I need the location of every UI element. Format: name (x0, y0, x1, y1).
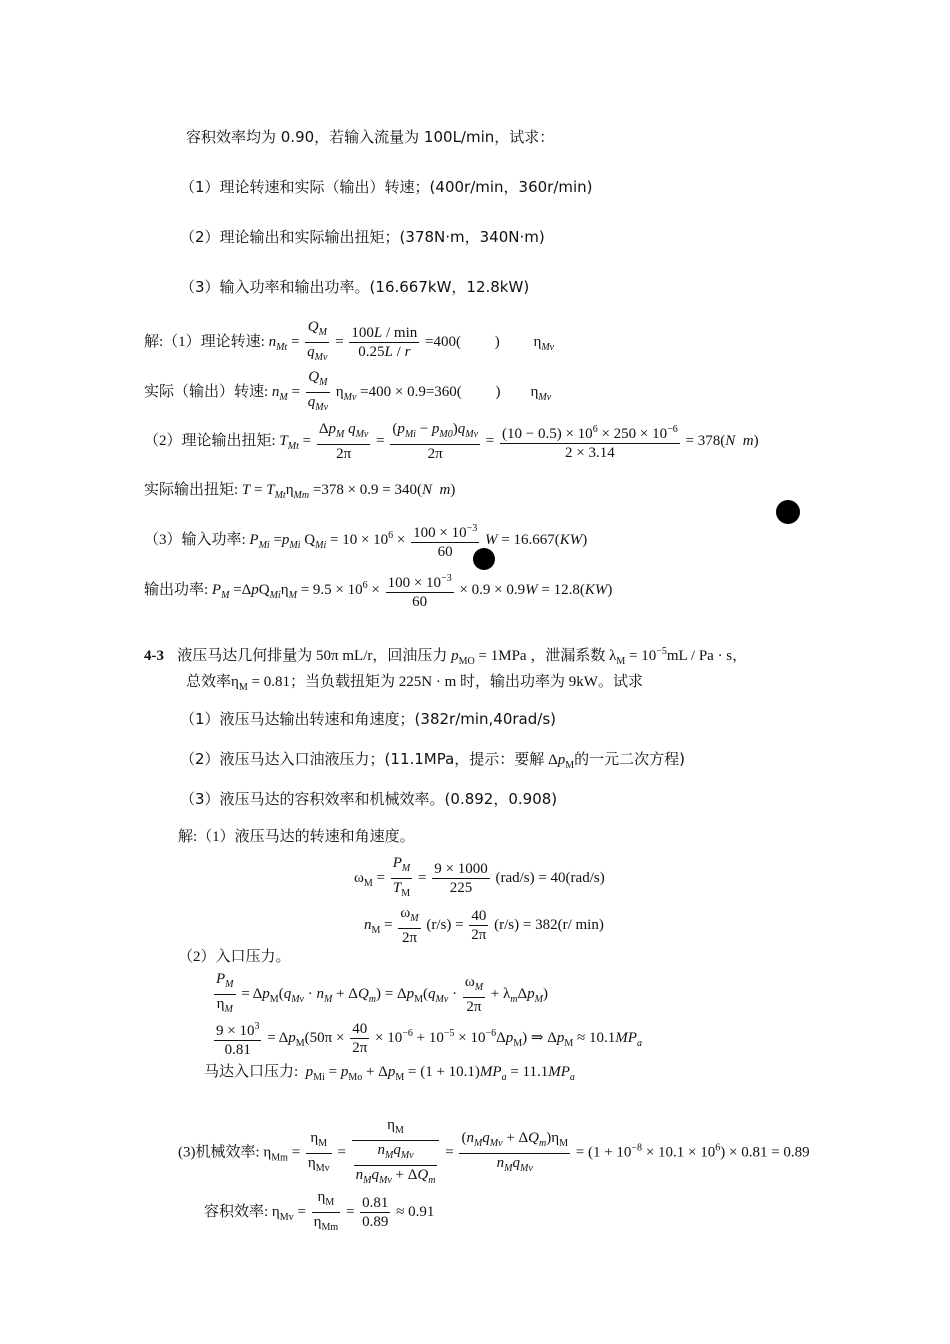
volumetric-efficiency-label: 容积效率: (204, 1203, 269, 1220)
solution-line-6: 输出功率: $P_M =\Delta pQ_{Mi}\eta_M = 9.5 \times 10^6$ × $\frac{100 \times 10^{-3}}{60}$ × 0.9 × 0.9W = 12.8(KW) (144, 570, 612, 611)
solution-line-4: 实际输出扭矩: $T = T_{Mt}\eta_{Mm} =378 \times 0.9 = 340(N$ m) (144, 482, 456, 501)
problem-question-1: （1）液压马达输出转速和角速度；(382r/min,40rad/s) (180, 710, 556, 728)
black-dot (776, 500, 800, 524)
solution-label: （2）理论输出扭矩: (144, 432, 276, 449)
problem-4-3-line-2: 总效率$\eta_M = 0.81$；当负载扭矩为 225N · m 时，输出功率为 9kW。试求 (186, 672, 643, 693)
solution-label: 实际输出扭矩: (144, 482, 239, 498)
solution-line-1: 解:（1）理论转速: $n_{Mt}$ = $\frac{Q_M}{q_{Mv}}$ = $\frac{100L / \min}{0.25L / r}$ =400( ) $\eta_{Mv}$ (144, 319, 555, 363)
problem-number: 4-3 (144, 648, 164, 664)
solution-label: 实际（输出）转速: (144, 383, 269, 400)
black-dot (473, 548, 495, 570)
pressure-equation-1: $\frac{P_M}{\eta_M}$ = $\Delta p_M(q_{Mv} \cdot n_M + \Delta Q_m) = \Delta p_M(q_{Mv}$ · $\frac{\omega_M}{2\pi}$ + $\lambda_m\Delta p_M$) (216, 971, 548, 1015)
omega-equation: $\omega_M$ = $\frac{P_M}{T_M}$ = $\frac{9 \times 1000}{225}$ (rad/s) = 40(rad/s) (354, 855, 605, 899)
pressure-equation-3: 马达入口压力: $p_{Mi} = p_{Mo} + \Delta p_M = (1 + 10.1)MP_a = 11.1MP_a$ (204, 1064, 575, 1083)
solution-line-2: 实际（输出）转速: $n_M$ = $\frac{Q_M}{q_{Mv}}$ $\eta_{Mv} =400 \times 0.9=360$( ) $\eta_{Mv}$ (144, 369, 552, 413)
speed-equation: $n_M$ = $\frac{\omega_M}{2\pi}$ (r/s) = $\frac{40}{2\pi}$ (r/s) = 382(r/ min) (364, 905, 604, 946)
mechanical-efficiency-equation: (3)机械效率: $\eta_{Mm}$ = $\frac{\eta_M}{\eta_{Mv}}$ = $\frac{\eta_M}{\frac{n_Mq_{Mv}}{n_Mq_{Mv} + \Delta Q_m}}$ = $\frac{(n_Mq_{Mv} + \Delta Q_m)\eta_M}{n_Mq_{Mv}}$ = $(1 + 10^{-8} \times 10.1 \times 10^6) \times 0.81 = 0.89$ (178, 1117, 810, 1186)
question-3: （3）输入功率和输出功率。(16.667kW，12.8kW) (180, 278, 530, 296)
solution-line-3: （2）理论输出扭矩: $T_{Mt}$ = $\frac{\Delta p_M q_{Mv}}{2\pi}$ = $\frac{(p_{Mi} - p_{M0})q_{Mv}}{2\pi}$ = $\frac{(10 - 0.5) \times 10^6 \times 250 \times 10^{-6}}{2 \times 3.14}$ = 378(N m) (144, 421, 759, 462)
intro-line-0: 容积效率均为 0.90，若输入流量为 100L/min，试求： (186, 128, 555, 146)
problem-4-3-line-1: 4-3 液压马达几何排量为 50π mL/r，回油压力 $p_{MO} = 1MPa$ ，泄漏系数 $\lambda_M = 10^{-5}mL / Pa \cdot s$， (144, 646, 748, 667)
pressure-equation-2: $\frac{9 \times 10^3}{0.81}$ = $\Delta p_M(50\pi$ × $\frac{40}{2\pi}$ × $10^{-6} + 10^{-5} \times 10^{-6}\Delta p_M$) ⇒ $\Delta p_M \approx 10.1MP_a$ (212, 1018, 642, 1059)
question-1: （1）理论转速和实际（输出）转速；(400r/min，360r/min) (180, 178, 593, 196)
mechanical-efficiency-label: (3)机械效率: (178, 1144, 260, 1161)
question-2: （2）理论输出和实际输出扭矩；(378N·m，340N·m) (180, 228, 545, 246)
solution-label: （3）输入功率: (144, 531, 246, 548)
solution2-step-2: （2）入口压力。 (178, 949, 291, 965)
solution-line-5: （3）输入功率: $P_{Mi} =p_{Mi}$ $Q_{Mi} = 10 \times 10^6$ × $\frac{100 \times 10^{-3}}{60}$ W = 16.667(KW) (144, 520, 587, 561)
volumetric-efficiency-equation: 容积效率: $\eta_{Mv}$ = $\frac{\eta_M}{\eta_{Mm}}$ = $\frac{0.81}{0.89}$ ≈ 0.91 (204, 1189, 435, 1233)
solution2-step-1: 解:（1）液压马达的转速和角速度。 (178, 829, 415, 845)
solution-label: 输出功率: (144, 581, 209, 598)
solution-label: 解:（1）理论转速: (144, 333, 265, 350)
problem-question-3: （3）液压马达的容积效率和机械效率。(0.892，0.908) (180, 790, 558, 808)
inlet-pressure-label: 马达入口压力: (204, 1064, 299, 1080)
problem-question-2: （2）液压马达入口油液压力；(11.1MPa，提示：要解 $\Delta p_M$的一元二次方程) (180, 750, 685, 771)
